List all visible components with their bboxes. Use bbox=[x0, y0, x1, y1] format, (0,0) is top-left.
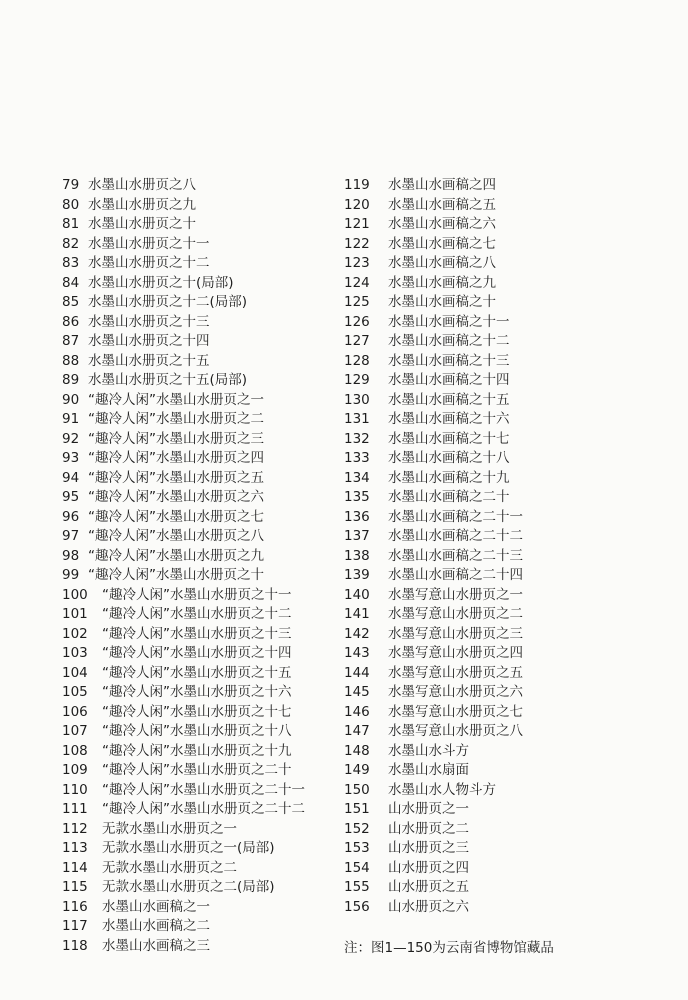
plate-title: 水墨写意山水册页之四 bbox=[388, 645, 523, 661]
plate-number: 145 bbox=[344, 684, 370, 700]
plate-title: 无款水墨山水册页之二 bbox=[102, 859, 237, 876]
plate-list-item bbox=[344, 605, 644, 625]
plate-list-item bbox=[344, 215, 644, 235]
plate-title: “趣冷人闲”水墨山水册页之二十 bbox=[102, 762, 292, 778]
plate-number: 127 bbox=[344, 333, 370, 349]
plate-number: 97 bbox=[62, 528, 80, 544]
plate-list-item bbox=[62, 742, 347, 762]
plate-list-item bbox=[62, 605, 347, 625]
plate-number: 106 bbox=[62, 703, 88, 720]
plate-number: 134 bbox=[344, 469, 370, 486]
plate-number: 150 bbox=[344, 781, 370, 798]
plate-title: “趣冷人闲”水墨山水册页之十 bbox=[88, 567, 264, 583]
plate-number: 131 bbox=[344, 411, 370, 427]
plate-list-item bbox=[62, 410, 347, 430]
plate-list-item bbox=[62, 664, 347, 684]
plate-number: 143 bbox=[344, 645, 370, 661]
plate-list-item bbox=[62, 391, 347, 411]
plate-list-item bbox=[62, 215, 347, 235]
plate-list-item bbox=[62, 722, 347, 742]
plate-list-item bbox=[62, 898, 347, 918]
plate-number: 137 bbox=[344, 528, 370, 544]
plate-number: 147 bbox=[344, 723, 370, 739]
plate-number: 154 bbox=[344, 859, 370, 876]
plate-list-item bbox=[62, 703, 347, 723]
plate-title: 水墨山水册页之十 bbox=[88, 216, 196, 232]
plate-list-item bbox=[62, 839, 347, 859]
plate-number: 123 bbox=[344, 255, 370, 271]
plate-list-item bbox=[344, 742, 644, 762]
plate-title: 水墨山水斗方 bbox=[388, 742, 469, 759]
plate-title: 水墨山水册页之十一 bbox=[88, 235, 210, 252]
plate-list-item bbox=[344, 313, 644, 333]
plate-title: “趣冷人闲”水墨山水册页之十二 bbox=[102, 606, 292, 622]
plate-number: 109 bbox=[62, 762, 88, 778]
plate-number: 151 bbox=[344, 801, 370, 817]
plate-number: 122 bbox=[344, 235, 370, 252]
plate-title: “趣冷人闲”水墨山水册页之十六 bbox=[102, 684, 292, 700]
plate-title: “趣冷人闲”水墨山水册页之一 bbox=[88, 391, 264, 408]
plate-list-item bbox=[62, 527, 347, 547]
plate-number: 130 bbox=[344, 391, 370, 408]
plate-title: 水墨山水人物斗方 bbox=[388, 781, 496, 798]
plate-title: 水墨山水画稿之二十 bbox=[388, 489, 510, 505]
plate-number: 155 bbox=[344, 879, 370, 895]
plate-title: 水墨山水画稿之二十三 bbox=[388, 547, 523, 564]
plate-title: 水墨山水画稿之十二 bbox=[388, 333, 510, 349]
plate-number: 152 bbox=[344, 820, 370, 837]
plate-list-item bbox=[62, 781, 347, 801]
plate-title: 水墨山水画稿之十七 bbox=[388, 430, 510, 447]
plate-number: 141 bbox=[344, 606, 370, 622]
plate-title: 山水册页之一 bbox=[388, 801, 469, 817]
plate-title: 水墨山水画稿之三 bbox=[102, 937, 210, 954]
plate-title: “趣冷人闲”水墨山水册页之四 bbox=[88, 450, 264, 466]
plate-title: 水墨写意山水册页之五 bbox=[388, 664, 523, 681]
plate-number: 84 bbox=[62, 274, 80, 291]
plate-list-item bbox=[344, 488, 644, 508]
plate-title: 水墨山水册页之十(局部) bbox=[88, 274, 234, 291]
plate-title: 水墨山水画稿之一 bbox=[102, 898, 210, 915]
plate-number: 126 bbox=[344, 313, 370, 330]
plate-list-item bbox=[344, 761, 644, 781]
plate-title: “趣冷人闲”水墨山水册页之十九 bbox=[102, 742, 292, 759]
plate-number: 102 bbox=[62, 625, 88, 642]
plate-number: 120 bbox=[344, 196, 370, 213]
plate-title: “趣冷人闲”水墨山水册页之八 bbox=[88, 528, 264, 544]
plate-number: 99 bbox=[62, 567, 80, 583]
plate-list-item bbox=[62, 683, 347, 703]
plate-title: “趣冷人闲”水墨山水册页之二 bbox=[88, 411, 264, 427]
plate-number: 133 bbox=[344, 450, 370, 466]
plate-number: 104 bbox=[62, 664, 88, 681]
plate-list-item bbox=[62, 352, 347, 372]
plate-list-item bbox=[344, 196, 644, 216]
plate-number: 117 bbox=[62, 918, 88, 934]
plate-title: 水墨山水画稿之十六 bbox=[388, 411, 510, 427]
plate-list-item bbox=[344, 527, 644, 547]
plate-list-item bbox=[344, 800, 644, 820]
plate-list-item bbox=[62, 196, 347, 216]
plate-list-item bbox=[344, 371, 644, 391]
plate-list-item bbox=[344, 274, 644, 294]
plate-list-item bbox=[62, 820, 347, 840]
plate-list-item bbox=[344, 176, 644, 196]
plate-number: 125 bbox=[344, 294, 370, 310]
plate-list-item bbox=[62, 508, 347, 528]
plate-title: “趣冷人闲”水墨山水册页之五 bbox=[88, 469, 264, 486]
plate-title: 水墨山水画稿之七 bbox=[388, 235, 496, 252]
plate-title: 山水册页之四 bbox=[388, 859, 469, 876]
plate-title: “趣冷人闲”水墨山水册页之七 bbox=[88, 508, 264, 525]
plate-title: 水墨山水画稿之二 bbox=[102, 918, 210, 934]
plate-list-item bbox=[344, 878, 644, 898]
plate-number: 114 bbox=[62, 859, 88, 876]
plate-title: 水墨山水画稿之十三 bbox=[388, 352, 510, 369]
plate-number: 87 bbox=[62, 333, 80, 349]
plate-list-item bbox=[62, 293, 347, 313]
plate-title: 水墨写意山水册页之三 bbox=[388, 625, 523, 642]
plate-list-item bbox=[62, 469, 347, 489]
plate-list-item bbox=[344, 391, 644, 411]
plate-number: 148 bbox=[344, 742, 370, 759]
plate-list-item bbox=[62, 547, 347, 567]
plate-list-item bbox=[344, 644, 644, 664]
plate-list-item bbox=[344, 449, 644, 469]
plate-list-item bbox=[62, 430, 347, 450]
plate-title: 水墨山水画稿之十 bbox=[388, 294, 496, 310]
plate-list-item bbox=[344, 293, 644, 313]
plate-list-item bbox=[62, 566, 347, 586]
plate-title: “趣冷人闲”水墨山水册页之十八 bbox=[102, 723, 292, 739]
plate-title: 山水册页之三 bbox=[388, 840, 469, 856]
plate-list-item bbox=[344, 410, 644, 430]
plate-list-item bbox=[62, 917, 347, 937]
plate-number: 91 bbox=[62, 411, 80, 427]
plate-title: 水墨写意山水册页之一 bbox=[388, 586, 523, 603]
plate-list-item bbox=[344, 352, 644, 372]
plate-title: 水墨山水画稿之九 bbox=[388, 274, 496, 291]
plate-title: 水墨山水画稿之十八 bbox=[388, 450, 510, 466]
plate-list-item bbox=[344, 332, 644, 352]
plate-number: 116 bbox=[62, 898, 88, 915]
plate-number: 121 bbox=[344, 216, 370, 232]
plate-number: 105 bbox=[62, 684, 88, 700]
plate-number: 119 bbox=[344, 177, 370, 193]
plate-number: 132 bbox=[344, 430, 370, 447]
plate-title: 水墨山水画稿之十四 bbox=[388, 372, 510, 388]
plate-list-item bbox=[344, 547, 644, 567]
plate-title: “趣冷人闲”水墨山水册页之二十二 bbox=[102, 801, 305, 817]
plate-title: “趣冷人闲”水墨山水册页之十四 bbox=[102, 645, 292, 661]
plate-list-item bbox=[62, 644, 347, 664]
plate-title: 水墨山水册页之十五 bbox=[88, 352, 210, 369]
plate-list-item bbox=[62, 937, 347, 957]
plate-title: 水墨山水画稿之八 bbox=[388, 255, 496, 271]
collection-note: 注：图1—150为云南省博物馆藏品 bbox=[344, 940, 554, 956]
plate-title: 水墨山水册页之十四 bbox=[88, 333, 210, 349]
plate-list-item bbox=[62, 235, 347, 255]
plate-title: 水墨山水画稿之五 bbox=[388, 196, 496, 213]
plate-number: 139 bbox=[344, 567, 370, 583]
plate-title: 山水册页之二 bbox=[388, 820, 469, 837]
plate-list-item bbox=[344, 859, 644, 879]
plate-number: 140 bbox=[344, 586, 370, 603]
plate-title: “趣冷人闲”水墨山水册页之十五 bbox=[102, 664, 292, 681]
plate-number: 149 bbox=[344, 762, 370, 778]
plate-number: 103 bbox=[62, 645, 88, 661]
plate-list-item bbox=[62, 274, 347, 294]
plate-title: 水墨山水册页之十二(局部) bbox=[88, 294, 248, 310]
plate-number: 118 bbox=[62, 937, 88, 954]
plate-number: 138 bbox=[344, 547, 370, 564]
plate-number: 129 bbox=[344, 372, 370, 388]
plate-number: 153 bbox=[344, 840, 370, 856]
plate-number: 112 bbox=[62, 820, 88, 837]
plate-title: 水墨山水册页之十三 bbox=[88, 313, 210, 330]
plate-number: 95 bbox=[62, 489, 80, 505]
plate-list-item bbox=[344, 625, 644, 645]
plate-list-item bbox=[344, 254, 644, 274]
plate-title: 水墨写意山水册页之七 bbox=[388, 703, 523, 720]
plate-title: 水墨山水册页之十二 bbox=[88, 255, 210, 271]
plate-list-item bbox=[62, 859, 347, 879]
plate-list-item bbox=[344, 820, 644, 840]
plate-title: “趣冷人闲”水墨山水册页之九 bbox=[88, 547, 264, 564]
plate-list-item bbox=[344, 664, 644, 684]
plate-list-item bbox=[62, 254, 347, 274]
plate-number: 79 bbox=[62, 177, 80, 193]
plate-list-right bbox=[344, 176, 644, 917]
plate-title: 水墨山水画稿之六 bbox=[388, 216, 496, 232]
plate-title: 无款水墨山水册页之一(局部) bbox=[102, 840, 275, 856]
plate-number: 113 bbox=[62, 840, 88, 856]
plate-number: 90 bbox=[62, 391, 80, 408]
plate-number: 144 bbox=[344, 664, 370, 681]
plate-title: “趣冷人闲”水墨山水册页之十七 bbox=[102, 703, 292, 720]
plate-number: 142 bbox=[344, 625, 370, 642]
plate-title: 水墨写意山水册页之八 bbox=[388, 723, 523, 739]
plate-number: 96 bbox=[62, 508, 80, 525]
plate-list-item bbox=[62, 761, 347, 781]
plate-title: 水墨山水画稿之二十一 bbox=[388, 508, 523, 525]
plate-number: 89 bbox=[62, 372, 80, 388]
plate-number: 100 bbox=[62, 586, 88, 603]
plate-list-item bbox=[62, 586, 347, 606]
plate-title: 水墨写意山水册页之二 bbox=[388, 606, 523, 622]
plate-number: 124 bbox=[344, 274, 370, 291]
plate-title: 水墨山水册页之八 bbox=[88, 177, 196, 193]
plate-list-item bbox=[62, 449, 347, 469]
plate-title: “趣冷人闲”水墨山水册页之三 bbox=[88, 430, 264, 447]
plate-number: 135 bbox=[344, 489, 370, 505]
plate-title: 水墨山水画稿之二十二 bbox=[388, 528, 523, 544]
plate-title: 水墨山水画稿之四 bbox=[388, 177, 496, 193]
plate-list-item bbox=[62, 371, 347, 391]
plate-list-item bbox=[62, 800, 347, 820]
plate-list-item bbox=[62, 625, 347, 645]
plate-list-item bbox=[62, 332, 347, 352]
plate-title: 水墨山水扇面 bbox=[388, 762, 469, 778]
plate-list-item bbox=[62, 313, 347, 333]
plate-list-item bbox=[62, 176, 347, 196]
plate-title: 水墨山水画稿之十一 bbox=[388, 313, 510, 330]
plate-number: 85 bbox=[62, 294, 80, 310]
plate-number: 81 bbox=[62, 216, 80, 232]
plate-list-item bbox=[344, 508, 644, 528]
plate-list-item bbox=[344, 683, 644, 703]
plate-list-item bbox=[344, 586, 644, 606]
plate-number: 128 bbox=[344, 352, 370, 369]
plate-number: 108 bbox=[62, 742, 88, 759]
plate-list-item bbox=[344, 469, 644, 489]
plate-title: 无款水墨山水册页之二(局部) bbox=[102, 879, 275, 895]
plate-number: 94 bbox=[62, 469, 80, 486]
plate-list-item bbox=[344, 839, 644, 859]
plate-number: 82 bbox=[62, 235, 80, 252]
plate-number: 146 bbox=[344, 703, 370, 720]
plate-title: 水墨山水画稿之十九 bbox=[388, 469, 510, 486]
plate-title: 水墨山水画稿之十五 bbox=[388, 391, 510, 408]
plate-number: 86 bbox=[62, 313, 80, 330]
plate-list-item bbox=[344, 703, 644, 723]
plate-title: “趣冷人闲”水墨山水册页之十三 bbox=[102, 625, 292, 642]
plate-title: 水墨山水册页之九 bbox=[88, 196, 196, 213]
plate-number: 92 bbox=[62, 430, 80, 447]
plate-number: 111 bbox=[62, 801, 88, 817]
plate-title: “趣冷人闲”水墨山水册页之二十一 bbox=[102, 781, 305, 798]
plate-number: 80 bbox=[62, 196, 80, 213]
plate-list-left bbox=[62, 176, 347, 956]
plate-title: 水墨山水画稿之二十四 bbox=[388, 567, 523, 583]
plate-number: 98 bbox=[62, 547, 80, 564]
plate-list-item bbox=[344, 566, 644, 586]
plate-list-item bbox=[62, 488, 347, 508]
plate-list-item bbox=[344, 898, 644, 918]
plate-title: “趣冷人闲”水墨山水册页之六 bbox=[88, 489, 264, 505]
plate-number: 83 bbox=[62, 255, 80, 271]
plate-title: “趣冷人闲”水墨山水册页之十一 bbox=[102, 586, 292, 603]
plate-title: 无款水墨山水册页之一 bbox=[102, 820, 237, 837]
plate-number: 115 bbox=[62, 879, 88, 895]
plate-title: 山水册页之五 bbox=[388, 879, 469, 895]
plate-title: 水墨写意山水册页之六 bbox=[388, 684, 523, 700]
plate-list-item bbox=[344, 781, 644, 801]
plate-list-item bbox=[344, 235, 644, 255]
plate-number: 136 bbox=[344, 508, 370, 525]
plate-title: 水墨山水册页之十五(局部) bbox=[88, 372, 248, 388]
plate-number: 156 bbox=[344, 898, 370, 915]
plate-list-item bbox=[62, 878, 347, 898]
plate-number: 107 bbox=[62, 723, 88, 739]
plate-list-item bbox=[344, 722, 644, 742]
plate-number: 88 bbox=[62, 352, 80, 369]
plate-number: 93 bbox=[62, 450, 80, 466]
plate-title: 山水册页之六 bbox=[388, 898, 469, 915]
plate-number: 110 bbox=[62, 781, 88, 798]
plate-number: 101 bbox=[62, 606, 88, 622]
plate-list-item bbox=[344, 430, 644, 450]
